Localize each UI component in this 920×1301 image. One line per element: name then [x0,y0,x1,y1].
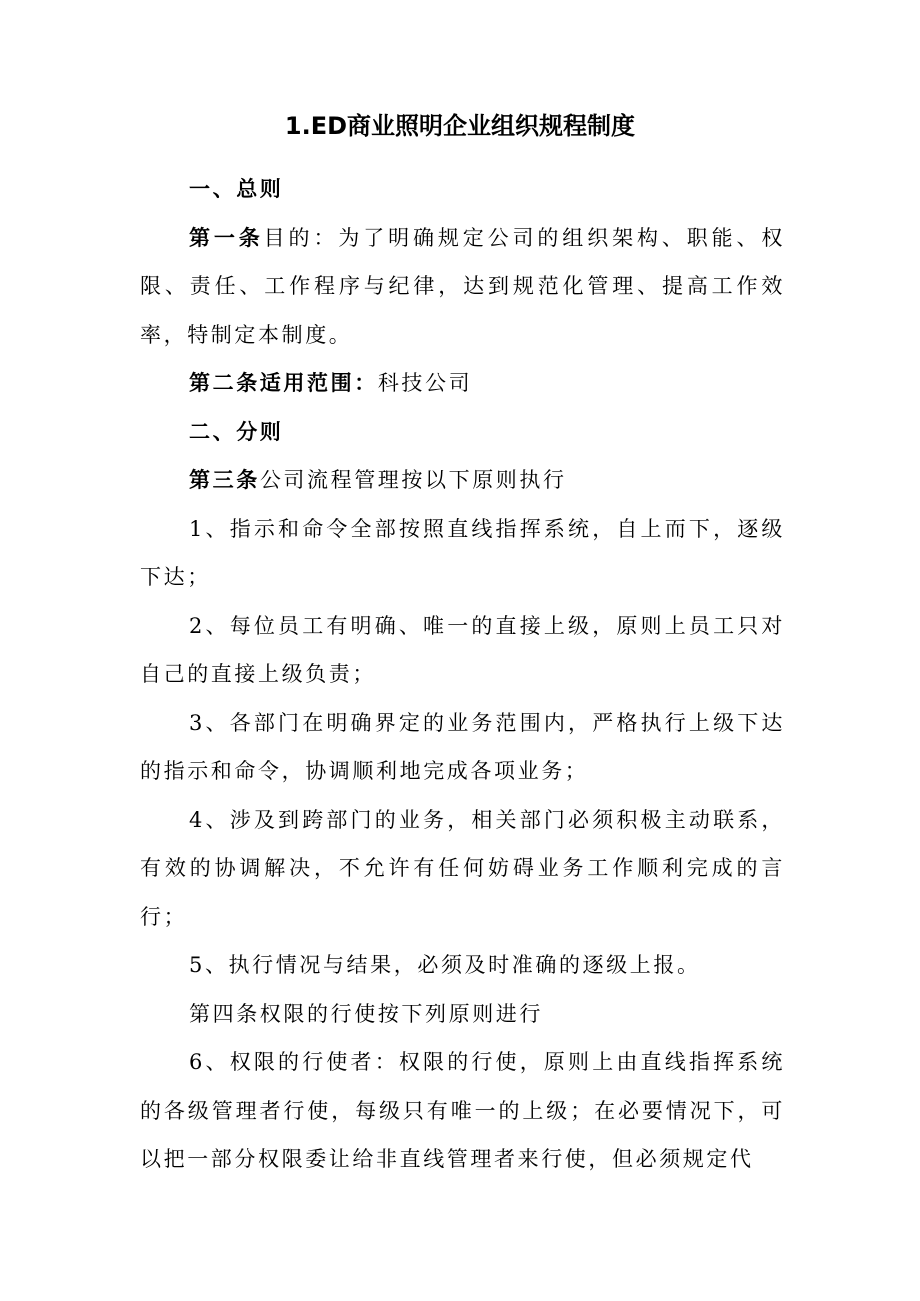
section-heading-specific: 二、分则 [189,418,284,444]
list-item: 6、权限的行使者：权限的行使，原则上由直线指挥系统的各级管理者行使，每级只有唯一的上级；在必要情况下，可以把一部分权限委让给非直线管理者来行使，但必须规定代 [140,1050,785,1171]
article-3 [140,456,785,505]
document-title: 1.ED商业照明企业组织规程制度 [284,112,636,140]
article-1-text: 目的：为了明确规定公司的组织架构、职能、权限、责任、工作程序与纪律，达到规范化管理、提高工作效率，特制定本制度。 [140,225,785,347]
document-body [140,165,785,1184]
article-3-text: 公司流程管理按以下原则执行 [259,468,567,492]
article-2-label: 第二条适用范围： [189,370,378,395]
article-1-label: 第一条 [189,224,264,250]
article-1 [140,214,785,360]
article-3-label: 第三条 [189,467,260,492]
list-item: 3、各部门在明确界定的业务范围内，严格执行上级下达的指示和命令，协调顺利地完成各项业务； [140,710,785,783]
list-item: 5、执行情况与结果，必须及时准确的逐级上报。 [189,953,701,977]
list-item: 2、每位员工有明确、唯一的直接上级，原则上员工只对自己的直接上级负责； [140,613,785,686]
section-heading-general: 一、总则 [189,176,284,201]
article-4: 第四条权限的行使按下列原则进行 [189,1001,543,1026]
list-item: 1、指示和命令全部按照直线指挥系统，自上而下，逐级下达； [140,516,785,589]
list-item: 4、涉及到跨部门的业务，相关部门必须积极主动联系，有效的协调解决，不允许有任何妨碍业务工作顺利完成的言行； [140,807,785,929]
article-2 [140,359,785,408]
article-2-text: 科技公司 [377,371,473,395]
